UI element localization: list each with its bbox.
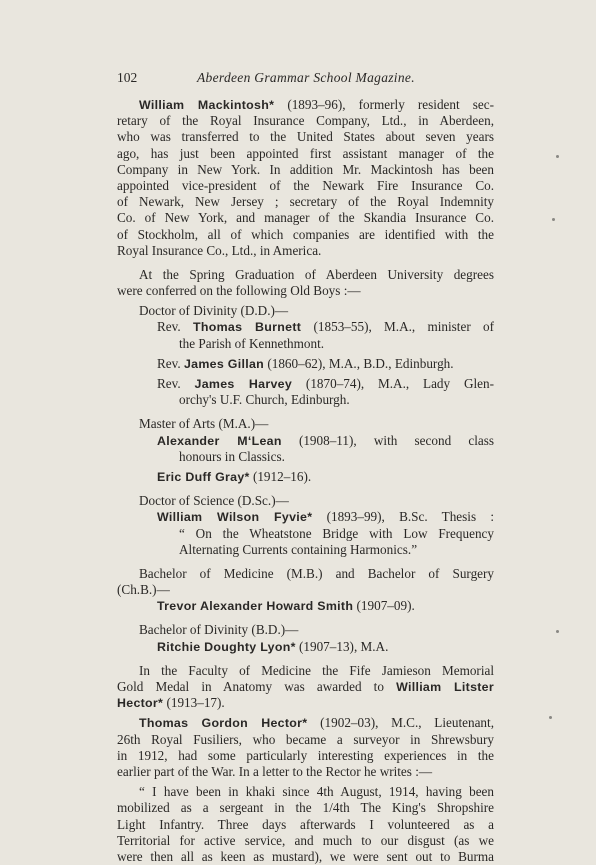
text-line: Light Infantry. Three days afterwards I volunteered as a (117, 816, 494, 832)
text-line: In the Faculty of Medicine the Fife Jamieson Memorial (139, 662, 494, 678)
paragraph-mackintosh (117, 97, 494, 259)
text-line: 26th Royal Fusiliers, who became a surveyor in Shrewsbury (117, 731, 494, 747)
person-name: William Mackintosh* (139, 98, 275, 112)
person-name: Alexander M‘Lean (157, 433, 282, 448)
degree-entry: Rev. Thomas Burnett (1853–55), M.A., minister of (157, 319, 495, 335)
text-line: William Mackintosh* (1893–96), formerly resident sec- (139, 97, 494, 112)
paragraph-medal (117, 663, 494, 712)
text-line: were then all as keen as mustard), we were sent out to Burma (117, 848, 494, 864)
degree-entry-cont: “ On the Wheatstone Bridge with Low Frequency (179, 525, 494, 541)
text-line: who was transferred to the United States about seven years (117, 129, 494, 145)
person-name: Hector* (117, 696, 164, 711)
person-name: Thomas Gordon Hector* (139, 716, 308, 731)
text-line: ago, has just been appointed first assistant manager of the (117, 145, 494, 161)
print-speck (549, 716, 552, 719)
degree-section-dd (117, 303, 494, 408)
degree-heading: Doctor of Divinity (D.D.)— (139, 303, 289, 319)
degree-entry-cont: the Parish of Kennethmont. (179, 335, 325, 351)
degree-heading: Bachelor of Divinity (B.D.)— (139, 622, 299, 638)
degree-heading: Bachelor of Medicine (M.B.) and Bachelor of Surgery (139, 565, 494, 581)
person-name: William Wilson Fyvie* (157, 510, 313, 525)
page-number: 102 (117, 70, 138, 85)
degree-heading: Doctor of Science (D.Sc.)— (139, 493, 289, 509)
degree-entry: William Wilson Fyvie* (1893–99), B.Sc. Thesis : (157, 509, 494, 525)
degree-entry-cont: orchy's U.F. Church, Edinburgh. (179, 392, 350, 408)
text-line: Gold Medal in Anatomy was awarded to William Litster (117, 679, 494, 694)
degree-section-ma (117, 416, 494, 485)
degree-entry-cont: honours in Classics. (179, 448, 285, 464)
person-name: Trevor Alexander Howard Smith (157, 599, 354, 614)
degree-section-dsc (117, 493, 494, 558)
paragraph-hector (117, 715, 494, 780)
text-line: Royal Insurance Co., Ltd., in America. (117, 242, 322, 258)
degree-entry: Eric Duff Gray* (1912–16). (157, 468, 312, 484)
text-line: earlier part of the War. In a letter to the Rector he writes :— (117, 763, 433, 779)
page-header (117, 70, 497, 88)
text-line: Hector* (1913–17). (117, 695, 225, 711)
article-body (117, 97, 494, 865)
person-name: Eric Duff Gray* (157, 469, 250, 484)
text-line: Co. of New York, and manager of the Skandia Insurance Co. (117, 210, 494, 226)
degree-section-mb (117, 566, 494, 615)
print-speck (556, 155, 559, 158)
person-name: Ritchie Doughty Lyon* (157, 639, 296, 654)
text-line: At the Spring Graduation of Aberdeen University degrees (139, 266, 494, 282)
text-line: mobilized as a sergeant in the 1/4th The King's Shropshire (117, 800, 494, 816)
degree-heading-cont: (Ch.B.)— (117, 582, 170, 598)
degree-entry: Rev. James Gillan (1860–62), M.A., B.D., Edinburgh. (157, 355, 454, 371)
text-line: Territorial for active service, and much to our disgust (as we (117, 832, 494, 848)
text-line: appointed vice-president of the Newark Fire Insurance Co. (117, 177, 494, 193)
running-title: Aberdeen Grammar School Magazine. (197, 70, 415, 85)
degree-entry: Ritchie Doughty Lyon* (1907–13), M.A. (157, 638, 389, 654)
degree-entry: Trevor Alexander Howard Smith (1907–09). (157, 598, 415, 614)
text-line: “ I have been in khaki since 4th August, 1914, having been (139, 784, 494, 800)
person-name: Thomas Burnett (193, 320, 302, 335)
person-name: James Gillan (183, 356, 265, 371)
degree-section-bd (117, 622, 494, 654)
text-line: Company in New York. In addition Mr. Mackintosh has been (117, 161, 494, 177)
person-name: James Harvey (194, 377, 293, 391)
text-line: Thomas Gordon Hector* (1902–03), M.C., Lieutenant, (139, 715, 494, 731)
paragraph-graduation (117, 267, 494, 299)
text-line: of Stockholm, all of which companies are identified with the (117, 226, 494, 242)
degree-entry: Rev. James Harvey (1870–74), M.A., Lady Glen- (157, 376, 495, 391)
person-name: William Litster (396, 680, 494, 694)
text-line: retary of the Royal Insurance Company, Ltd., in Aberdeen, (117, 113, 494, 129)
text-line: were conferred on the following Old Boys :— (117, 283, 361, 299)
text-line: of Newark, New Jersey ; secretary of the Royal Indemnity (117, 194, 494, 210)
degree-heading: Master of Arts (M.A.)— (139, 416, 269, 432)
degree-entry: Alexander M‘Lean (1908–11), with second class (157, 432, 494, 448)
print-speck (556, 630, 559, 633)
print-speck (552, 218, 555, 221)
degree-entry-cont: Alternating Currents containing Harmonics.” (179, 541, 418, 557)
text-line: in 1912, had some particularly interesting experiences in the (117, 747, 494, 763)
paragraph-letter (117, 784, 494, 865)
